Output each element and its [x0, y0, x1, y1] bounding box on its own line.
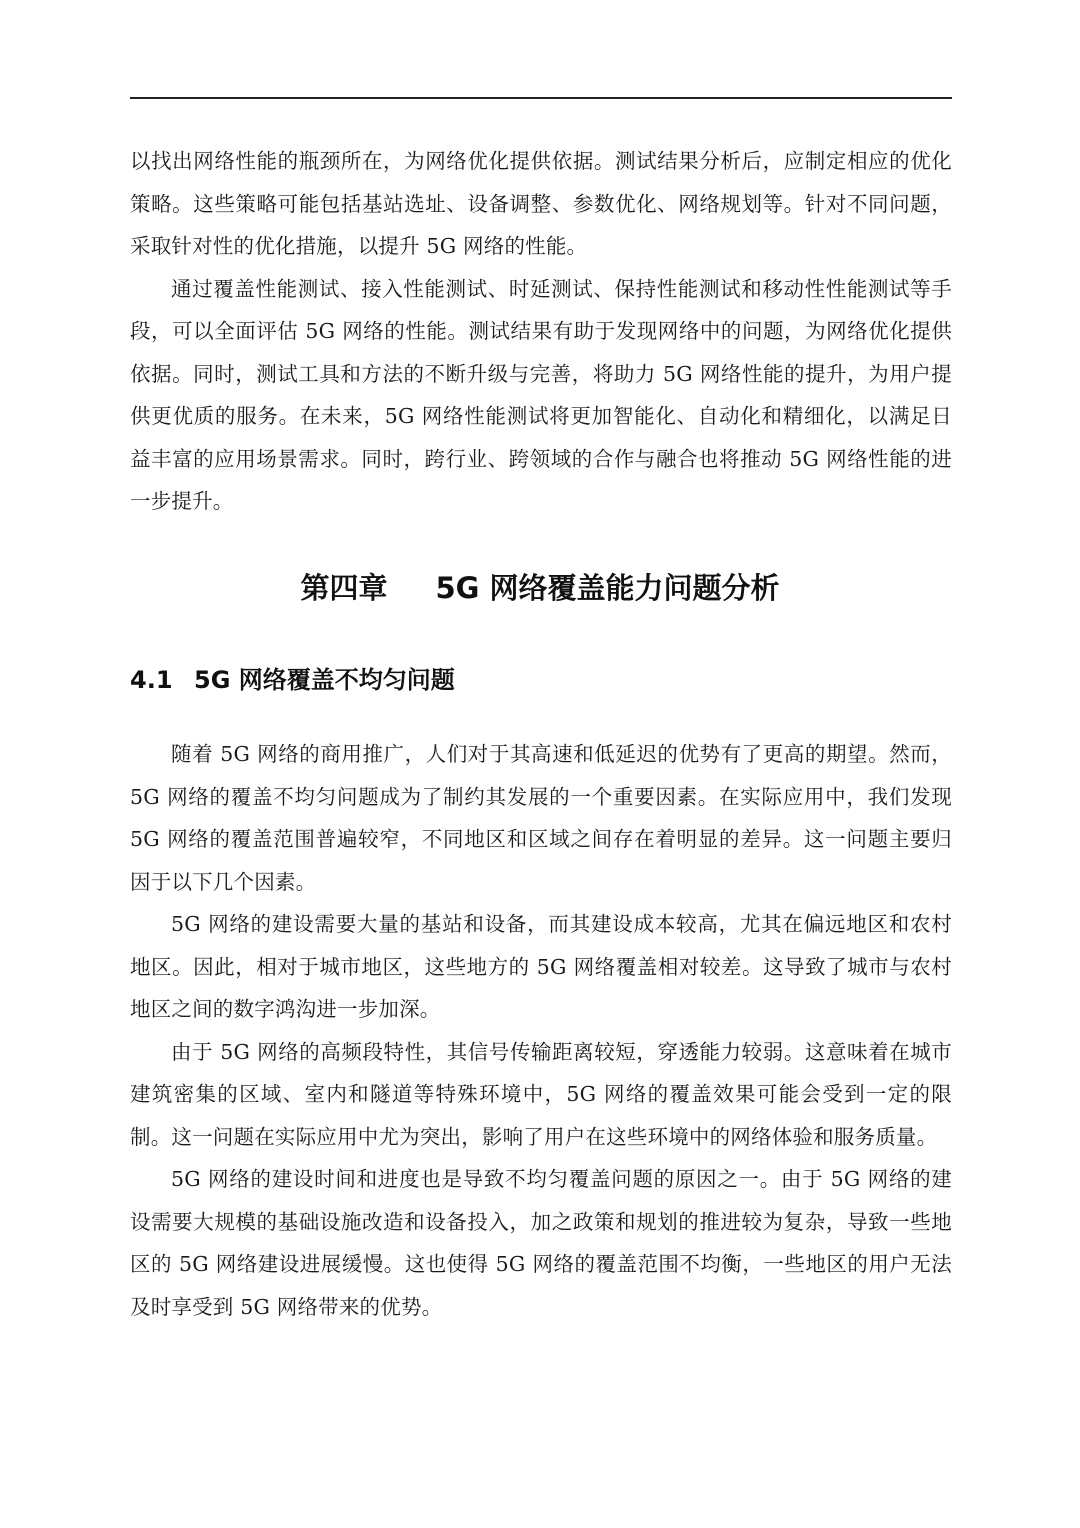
section-text-block: [130, 733, 952, 1328]
chapter-title: 5G 网络覆盖能力问题分析: [435, 571, 780, 605]
section-title: 5G 网络覆盖不均匀问题: [194, 666, 455, 694]
chapter-heading: [0, 566, 1080, 610]
section-number: 4.1: [130, 666, 173, 694]
paragraph: 5G 网络的建设需要大量的基站和设备，而其建设成本较高，尤其在偏远地区和农村地区。因此，相对于城市地区，这些地方的 5G 网络覆盖相对较差。这导致了城市与农村地区之间的数字鸿沟进一步加深。: [130, 912, 952, 1021]
paragraph: 由于 5G 网络的高频段特性，其信号传输距离较短，穿透能力较弱。这意味着在城市建筑密集的区域、室内和隧道等特殊环境中，5G 网络的覆盖效果可能会受到一定的限制。这一问题在实际应用中尤为突出，影响了用户在这些环境中的网络体验和服务质量。: [130, 1039, 952, 1149]
section-heading: [130, 660, 455, 700]
intro-text-block: [130, 140, 952, 523]
paragraph: 5G 网络的建设时间和进度也是导致不均匀覆盖问题的原因之一。由于 5G 网络的建设需要大规模的基础设施改造和设备投入，加之政策和规划的推进较为复杂，导致一些地区的 5G 网络建设进展缓慢。这也使得 5G 网络的覆盖范围不均衡，一些地区的用户无法及时享受到 5G 网络带来的优势。: [130, 1167, 952, 1319]
paragraph: 通过覆盖性能测试、接入性能测试、时延测试、保持性能测试和移动性性能测试等手段，可以全面评估 5G 网络的性能。测试结果有助于发现网络中的问题，为网络优化提供依据。同时，测试工具和方法的不断升级与完善，将助力 5G 网络性能的提升，为用户提供更优质的服务。在未来，5G 网络性能测试将更加智能化、自动化和精细化，以满足日益丰富的应用场景需求。同时，跨行业、跨领域的合作与融合也将推动 5G 网络性能的进一步提升。: [130, 276, 952, 513]
header-rule: [130, 97, 952, 99]
chapter-number: 第四章: [300, 571, 388, 605]
paragraph: 随着 5G 网络的商用推广，人们对于其高速和低延迟的优势有了更高的期望。然而，5G 网络的覆盖不均匀问题成为了制约其发展的一个重要因素。在实际应用中，我们发现 5G 网络的覆盖范围普遍较窄，不同地区和区域之间存在着明显的差异。这一问题主要归因于以下几个因素。: [130, 742, 952, 894]
paragraph: 以找出网络性能的瓶颈所在，为网络优化提供依据。测试结果分析后，应制定相应的优化策略。这些策略可能包括基站选址、设备调整、参数优化、网络规划等。针对不同问题，采取针对性的优化措施，以提升 5G 网络的性能。: [130, 149, 952, 258]
